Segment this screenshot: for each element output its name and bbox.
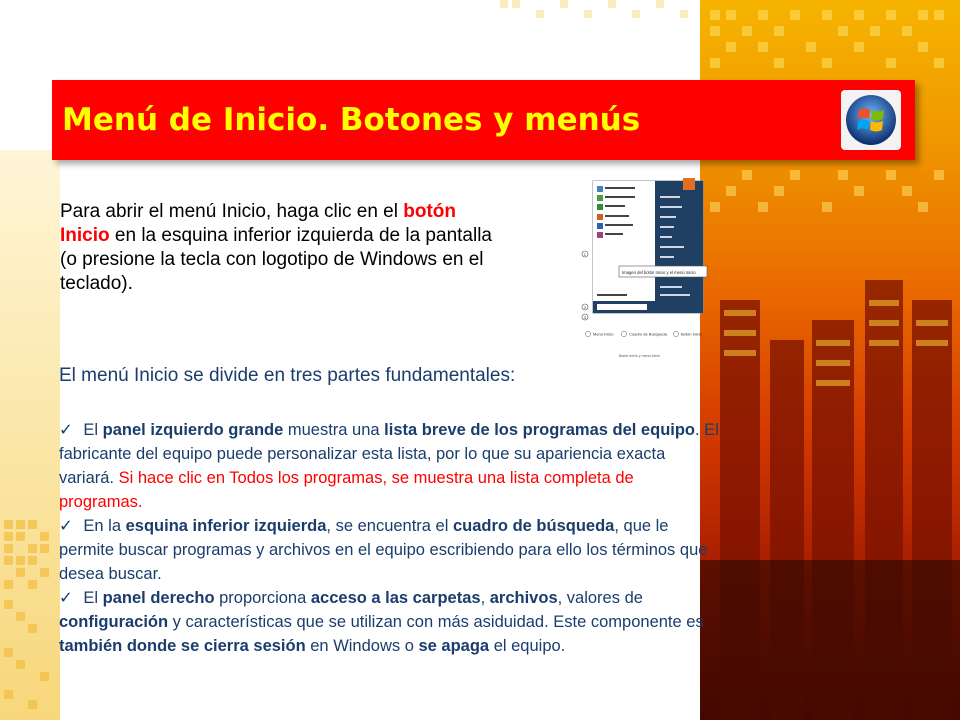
thumb-marker-2: 2 [583,304,586,310]
bullet-right-panel: ✓ El panel derecho proporciona acceso a las carpetas, archivos, valores de configuración y características que se utilizan con más asiduidad. Este componente es también donde se cierra sesión en Windows o se apaga el equipo. [59,589,704,655]
thumb-legend-2: Cuadro de Búsqueda [629,331,667,337]
start-menu-screenshot [575,176,711,361]
windows-logo-icon [841,90,901,150]
checkmark-icon: ✓ [59,517,73,535]
title-banner [52,80,915,160]
intro-text-2: en la esquina inferior izquierda de la pantalla (o presione la tecla con logotipo de Windows en el teclado). [60,225,492,294]
thumb-callout: Imagen del botón Inicio y el menú Inicio [622,270,696,275]
thumb-legend-1: Menú Inicio [593,331,614,337]
intro-start-button-text: botón Inicio [60,201,456,246]
thumb-marker-3: 3 [583,314,586,320]
intro-paragraph [60,200,500,296]
thumb-legend-3: Botón Inicio [681,331,702,337]
thumb-caption: Botón Inicio y menú Inicio [619,354,660,358]
bullet-list [59,418,719,658]
bullet-search-box: ✓ En la esquina inferior izquierda, se encuentra el cuadro de búsqueda, que le permite buscar programas y archivos en el equipo escribiendo para ello los términos que desea buscar. [59,517,708,583]
intro-text-1: Para abrir el menú Inicio, haga clic en el [60,201,404,222]
section-heading: El menú Inicio se divide en tres partes fundamentales: [59,365,516,386]
bullet-left-panel: ✓ El panel izquierdo grande muestra una lista breve de los programas del equipo. El fabricante del equipo puede personalizar esta lista, por lo que su apariencia exacta variará. Si hace clic en Todos los programas, se muestra una lista completa de programas. [59,421,719,511]
slide-title: Menú de Inicio. Botones y menús [62,102,641,138]
checkmark-icon: ✓ [59,589,73,607]
thumb-marker-1: 1 [583,251,586,257]
checkmark-icon: ✓ [59,421,73,439]
